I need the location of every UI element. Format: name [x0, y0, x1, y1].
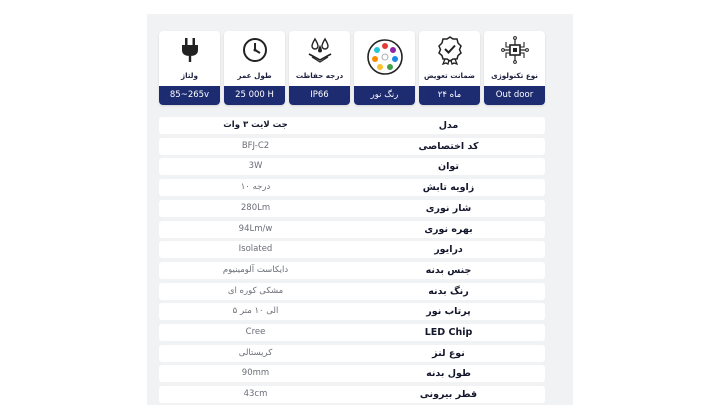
card-voltage: [159, 31, 220, 105]
spec-value: 280Lm: [240, 202, 271, 213]
table-row: [159, 303, 545, 320]
spec-key: جنس بدنه: [425, 264, 472, 276]
warranty-badge-icon: [419, 35, 480, 65]
spec-value: ۱۰ درجه: [240, 182, 271, 193]
table-row: [159, 386, 545, 403]
card-protection: [289, 31, 350, 105]
table-row: [159, 138, 545, 155]
spec-key: نوع لنز: [432, 347, 465, 359]
clock-icon: [224, 35, 285, 65]
card-warranty: [419, 31, 480, 105]
spec-key: رنگ بدنه: [428, 285, 469, 297]
spec-key: LED Chip: [424, 327, 473, 338]
spec-value: دایکاست آلومینیوم: [222, 264, 289, 275]
card-value: 85~265v: [159, 86, 220, 105]
spec-value: BFJ-C2: [241, 140, 270, 151]
spec-value: ۵ الی ۱۰ متر: [232, 306, 279, 317]
color-palette-icon: [354, 36, 415, 78]
spec-value: Cree: [245, 327, 266, 337]
card-label: ضمانت تعویض: [423, 71, 476, 80]
card-value: رنگ نور: [354, 86, 415, 105]
spec-key: پرتاب نور: [426, 306, 471, 318]
card-label: درجه حفاظت: [295, 71, 344, 80]
spec-key: طول بدنه: [426, 368, 471, 380]
spec-value: 94Lm/w: [238, 223, 273, 234]
spec-key: قطر بیرونی: [419, 389, 478, 401]
spec-value: Isolated: [238, 244, 273, 255]
water-drops-icon: [289, 35, 350, 65]
table-row: [159, 365, 545, 382]
spec-key: بهره نوری: [424, 223, 473, 235]
table-row: [159, 324, 545, 341]
spec-key: شار نوری: [425, 202, 472, 214]
card-label: طول عمر: [237, 71, 272, 80]
table-row: [159, 283, 545, 300]
feature-cards: [159, 31, 546, 105]
table-row: [159, 158, 545, 175]
spec-value: مشکی کوره ای: [227, 285, 284, 296]
table-row: [159, 117, 545, 134]
spec-value: 3W: [248, 161, 263, 172]
table-row: [159, 221, 545, 238]
panel-top-mask: [147, 0, 573, 14]
spec-key: توان: [438, 161, 459, 173]
card-value: 25 000 H: [224, 86, 285, 105]
table-row: [159, 241, 545, 258]
spec-value: 43cm: [243, 389, 268, 400]
spec-key: زاویه تابش: [422, 182, 475, 194]
spec-value: جت لایت ۳ وات: [223, 120, 288, 130]
circuit-chip-icon: [484, 35, 545, 65]
card-label: نوع تکنولوژی: [491, 71, 538, 80]
card-light-color: [354, 31, 415, 105]
table-row: [159, 262, 545, 279]
power-plug-icon: [159, 35, 220, 65]
table-row: [159, 200, 545, 217]
table-row: [159, 345, 545, 362]
card-label: ولتاژ: [181, 71, 198, 80]
spec-key: درایور: [434, 244, 463, 256]
card-value: ۲۴ ماه: [419, 86, 480, 105]
card-value: Out door: [484, 86, 545, 105]
spec-value: 90mm: [241, 368, 270, 379]
card-lifetime: [224, 31, 285, 105]
card-technology: [484, 31, 545, 105]
spec-key: مدل: [438, 120, 459, 131]
table-row: [159, 179, 545, 196]
spec-key: کد اختصاصی: [418, 140, 479, 152]
spec-value: کریستالی: [238, 347, 273, 358]
card-value: IP66: [289, 86, 350, 105]
